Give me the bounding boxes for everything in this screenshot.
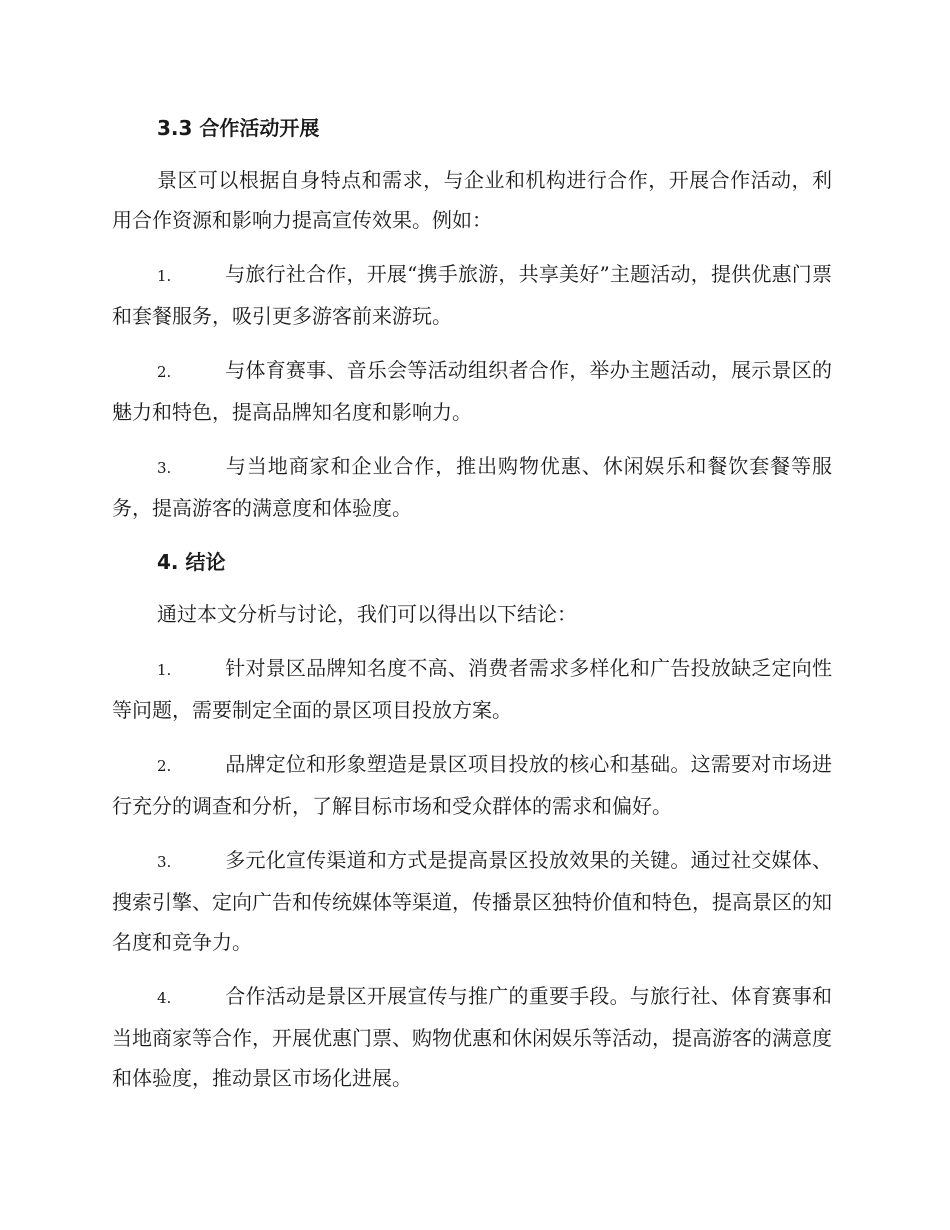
section-3-3-intro: 景区可以根据自身特点和需求，与企业和机构进行合作，开展合作活动，利用合作资源和影响力提高宣传效果。例如： [112, 168, 832, 232]
list-item-text: 合作活动是景区开展宣传与推广的重要手段。与旅行社、体育赛事和当地商家等合作，开展优惠门票、购物优惠和休闲娱乐等活动，提高游客的满意度和体验度，推动景区市场化进展。 [112, 984, 832, 1090]
list-item-text: 多元化宣传渠道和方式是提高景区投放效果的关键。通过社交媒体、搜索引擎、定向广告和传统媒体等渠道，传播景区独特价值和特色，提高景区的知名度和竞争力。 [112, 848, 832, 954]
list-item [112, 744, 832, 826]
list-item [112, 254, 832, 336]
list-item-number: 4. [157, 989, 172, 1007]
list-item-text: 与当地商家和企业合作，推出购物优惠、休闲娱乐和餐饮套餐等服务，提高游客的满意度和体验度。 [112, 454, 832, 520]
list-item-number: 2. [157, 757, 172, 775]
document-page [112, 108, 832, 1112]
list-item-number: 3. [157, 853, 172, 871]
list-item-text: 与体育赛事、音乐会等活动组织者合作，举办主题活动，展示景区的魅力和特色，提高品牌知名度和影响力。 [112, 358, 832, 424]
list-item [112, 976, 832, 1098]
section-heading-4: 4. 结论 [157, 550, 226, 574]
list-item-text: 针对景区品牌知名度不高、消费者需求多样化和广告投放缺乏定向性等问题，需要制定全面的景区项目投放方案。 [112, 656, 832, 722]
list-item-text: 与旅行社合作，开展“携手旅游，共享美好”主题活动，提供优惠门票和套餐服务，吸引更多游客前来游玩。 [112, 262, 832, 328]
list-item [112, 446, 832, 528]
list-item-number: 1. [157, 661, 172, 679]
list-item [112, 648, 832, 730]
list-item [112, 840, 832, 962]
list-item [112, 350, 832, 432]
list-item-text: 品牌定位和形象塑造是景区项目投放的核心和基础。这需要对市场进行充分的调查和分析，了解目标市场和受众群体的需求和偏好。 [112, 752, 832, 818]
section-heading-3-3: 3.3 合作活动开展 [157, 116, 320, 140]
list-item-number: 1. [157, 267, 172, 285]
list-item-number: 2. [157, 363, 172, 381]
section-4-intro: 通过本文分析与讨论，我们可以得出以下结论： [157, 602, 577, 626]
list-item-number: 3. [157, 459, 172, 477]
